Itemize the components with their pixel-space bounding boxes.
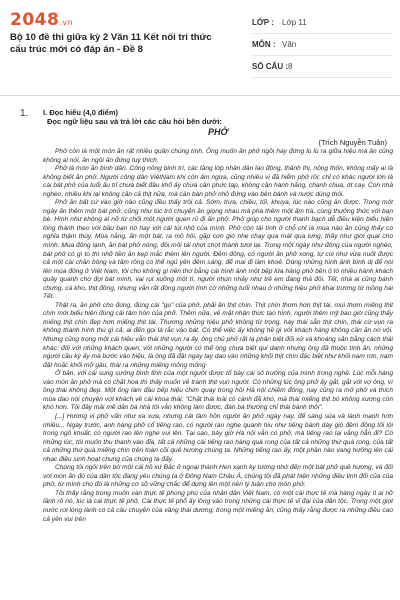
meta-info: [252, 12, 392, 78]
passage-paragraph: Phở ăn bất cứ vào giờ nào cũng đều thấy trôi cả. Sớm, trưa, chiều, tối, khuya, lúc nào cũng ăn được. Trong một ngày ăn thêm một bát phở, cũng như lúc trò chuyện ăn giọng nhau mà pha thêm một ấm trà, cùng thưởng thức với bạn bè. Hình như không ai nỡ từ chối một người quen rủ đi ăn phở. Phở giúp cho người thanh bạch dễ điều kiện biểu hiện lòng thành theo với bầu bạn nó hay với cái túi nhỏ của mình. Phở còn tài tình ở chỗ chỉ là mùa nào ăn cũng thấy có nghĩa thậm thúy. Mùa nắng, ăn một bát, ra mồ hôi, gặp cơn gió nhẹ chạy qua mát qua lưng, thấy như giời quạt cho mình. Mùa đông lạnh, ăn bát phở nóng, đôi môi tái nhợt chợt thành tươi lại. Trong một ngày như đông của người nghèo, bát phở có gì to thì nhỡ tiền ăn kẹp mắc thêm lên người. Đêm đông, có người ăn phở xong, tự coi như vừa nuốt được cả một cái chăn bông và tấm rồng có thể ngủ yên đêm sáng, để mai đi làm khoẻ. Dùng những hình ảnh bình dị để nói lên mùa đông ở Việt Nam, tôi cho không gì nên thơ bằng cái hình ảnh một bếp lửa hàng phở bên ô tô nhiều hành khách quây quanh chờ đợi bát mình, vai rụt xuống một tí, người nhún nhảy như trẻ em đang thả đôi. Tết, nhà ai cũng bánh chưng, cá kho, thịt đông, nhưng vẫn rất đông người tính cờ những tuổi nhau ở những hiệu phở khai trương từ mồng hai Tết.: [43, 199, 393, 301]
site-logo[interactable]: [10, 10, 73, 30]
logo-text: 2048: [10, 10, 60, 30]
meta-row-subject: [252, 34, 392, 56]
meta-key: SỐ CÂU :: [252, 62, 288, 71]
meta-row-class: [252, 12, 392, 34]
passage-title: PHỞ: [207, 127, 229, 137]
passage-paragraph: Thật ra, ăn phở cho đúng, đúng cái "gu" của phở, phải ăn thịt chín. Thịt chín thơm hơn thịt tái, mùi thơm miếng thịt chín mới biểu hiện đúng cái tâm hồn của phở. Thêm nữa, về mặt nhận thức tạo hình, người thêm mỹ bao giờ cũng thấy miếng thịt chín đẹp hơn miếng thịt tái. Thương những hiệu phở không từ trọng, hay thái sẵn thịt chín, thái cừ vụn ra không thành hình thù gì cả, ai đến gọi là rắc vào bát. Có thể việc ấy không hề gì với khách hàng không cần ăn no vội. Nhưng cũng trọng một cái hiệu vẫn thái thịt vụn ra ấy, ông chủ phở rất lạ phân biệt đối xử và khoáng sản bằng cách thái khác: đối với những khách quen, với những người có thể ông chưa biết qui danh nhưng ông đã thuộc tính ăn, những người cầu kỳ ấy mà bước vào hiệu, là ông đã đặt ngay tay dao vào những khối thịt chín đặc biệt như khối nạm rơn, nạm đặt hoặc khối mỡ gầu, thái ra những miếng mỏng mỏng: [43, 301, 393, 369]
meta-key: MÔN :: [252, 40, 276, 49]
meta-key: LỚP :: [252, 18, 274, 27]
meta-value: 8: [288, 62, 293, 71]
logo-suffix: .vn: [59, 18, 74, 27]
meta-value: Lớp 11: [282, 18, 307, 27]
passage-paragraph: Phở là món ăn bình dân. Công nông binh trí, các tầng lớp nhân dân lao động, thành thị, nông thôn, không mấy ai là không biết ăn phở. Người công dân ViệtNam khi còn ấm ngừa, cũng nhiều vị đã hiểm phở rồi; chỉ có khác người lớn là cái bát phở của tuổi ấu trĩ chưa biết đâu khổ ấy chưa cần phức tạp, không cần hành hăng, chanh chua, ớt cay. Con nhà nghèo, nhiều khi lại không cần cả thịt nữa, mà cần bàn phở nhỏ đứng vào bên bánh và nước dùng thôi.: [43, 165, 393, 198]
document-title: Bộ 10 đề thi giữa kỳ 2 Văn 11 Kết nối tri thức cấu trúc mới có đáp án - Đề 8: [10, 32, 212, 55]
instruction-text: Đọc ngữ liệu sau và trả lời các câu hỏi bên dưới:: [47, 117, 222, 126]
question-number: 1.: [20, 108, 29, 119]
section-heading: I. Đọc hiểu (4,0 điểm): [43, 108, 119, 117]
passage-paragraph: Chúng tôi ngồi trên bờ một cái hồ xứ Bắc ở ngoại thành Hen xanh ky tường nhớ đến một bát phở quê hương, và đối với món ăn đó của dân tộc đang yêu chúng ta ở Đông Nam Châu Á, chúng tôi đã phát hiện những điều tinh đổi của của phở, từ mình cho đó là những cơ sở vững chắc để dựng lên một nền lý luận cho món phở.: [43, 464, 393, 489]
passage-paragraph: [...] Hương vị phở vấn như xa xưa, nhưng cái tâm hồn người ăn phở ngày nay, để sáng sủa và lành mạnh hơn nhiều... Ngày trước, anh hàng phở cổ tiếng rao, có người rao nghe quanh hiu như tiếng bánh dày giò đêm đông tối lội trong ngõ khuất; có người rao lên nghe vui lên. Tại sao, bây giờ Hà nội vẫn có phở, mà tiếng rao lại vắng hẳn đi? Có những lúc, tôi muốn thu thanh vào đĩa, tất cả những cái tiếng rao hàng quà rong của tất cả những thứ quà rong, của tất cả những thứ quà miếng chín trên toàn cõi quê hương chúng ta. Những tiếng rao ấy, một phần nào vang hưởng lên cái nhạc điệu sinh hoạt chung của chúng ta đấy.: [43, 412, 393, 463]
question-content: [43, 108, 393, 524]
page-header: [0, 0, 400, 96]
passage-paragraph: Tôi thấy rằng trong muôn vàn thực tế phong phú của nhân dân Việt Nam, có một cái thực tế mà hàng ngày ít ai nỡ lãnh rõ nó, lúc là cái thực tế phở. Cái thực tế phổ ấy lồng vào trong những cái thực tế vĩ đại của dân tộc. Trong một giọt nước rơi lóng lánh có cả câu chuyện của vầng thái dương; trong một miếng ăn, cũng thấy rằng được ra những điều cao cả yên vui trên: [43, 489, 393, 523]
passage-paragraph: Ở bản, với cái sung sướng bình tĩnh của một người được tổ bày cái số trường của mình trong nghề. Lúc mỗi hàng vào món ăn phở mà có chất hoa thì thấy muốn về tranh thịt vụn người. Có những lúc ông phở ấy gắt, gắt với vợ ông, vì ông thái không đẹp. Một ông làm đầu bếp hiệu chim quay trong hồi Hà nội chiếm đóng, nay cũng ra mở phở và thích mùa dao nói chuyện với khách về cái khoa thái: "Chặt thái loài có cánh đã khó, mà thái miếng thịt bò không xương còn khó hơn. Tôi đây mải mê dân bà nhà tôi vẫn không làm được, đàn bà thường chỉ thái bánh thôi".: [43, 370, 393, 412]
passage-author: (Trích Nguyễn Tuân): [318, 138, 387, 147]
meta-value: Văn: [282, 40, 297, 49]
meta-row-count: [252, 56, 392, 78]
passage-paragraph: Phở còn là một món ăn rất nhiều quần chúng tính. Ông muốn ăn phở ngồi hay đứng lù lù ra giữa hiệu mà ăn cũng không ai nói, ăn ngồi ăn đứng tuỳ thích.: [43, 148, 393, 164]
